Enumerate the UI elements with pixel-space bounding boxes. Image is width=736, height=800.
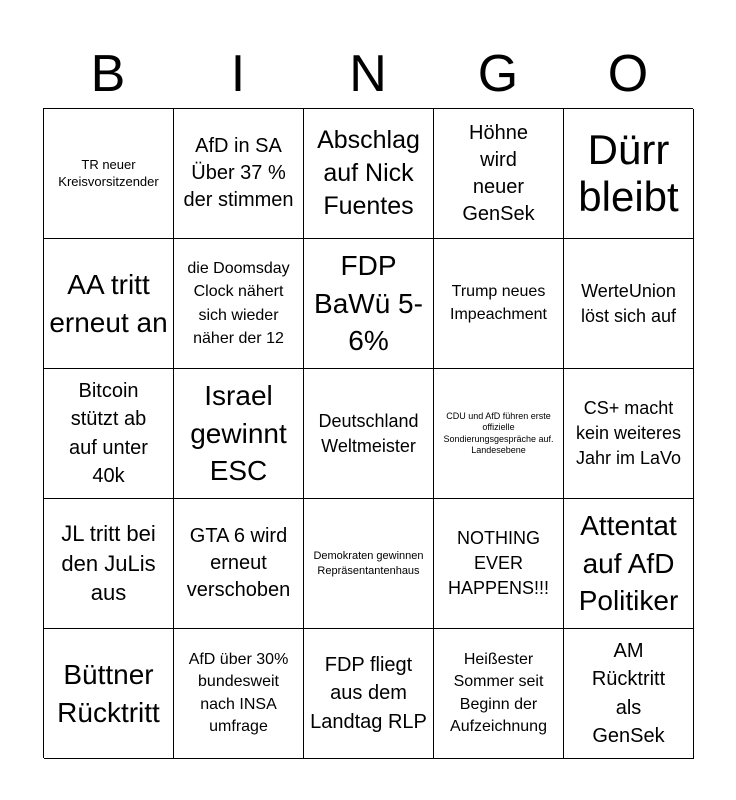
cell-text: Israel gewinnt ESC bbox=[190, 379, 287, 487]
cell-text: NOTHING EVER HAPPENS!!! bbox=[447, 528, 550, 598]
header-letter-g: G bbox=[477, 45, 519, 103]
bingo-cell-r3c5[interactable] bbox=[564, 369, 694, 499]
cell-text: AfD in SA Über 37 % der stimmen bbox=[183, 135, 294, 211]
bingo-cell-r4c4[interactable] bbox=[434, 499, 564, 629]
bingo-cell-r3c4[interactable] bbox=[434, 369, 564, 499]
cell-text: Heißester Sommer seit Beginn der Aufzeichnung bbox=[450, 650, 547, 735]
header-letter-i: I bbox=[230, 45, 246, 103]
bingo-header bbox=[43, 40, 693, 108]
cell-text: Abschlag auf Nick Fuentes bbox=[317, 126, 420, 220]
cell-text: WerteUnion löst sich auf bbox=[580, 280, 677, 326]
bingo-cell-r1c4[interactable] bbox=[434, 109, 564, 239]
bingo-cell-r5c5[interactable] bbox=[564, 629, 694, 759]
bingo-cell-r4c2[interactable] bbox=[174, 499, 304, 629]
bingo-cell-r2c1[interactable] bbox=[44, 239, 174, 369]
bingo-cell-r1c3[interactable] bbox=[304, 109, 434, 239]
bingo-cell-r2c3[interactable] bbox=[304, 239, 434, 369]
cell-text: Höhne wird neuer GenSek bbox=[462, 121, 535, 225]
bingo-cell-r1c5[interactable] bbox=[564, 109, 694, 239]
bingo-cell-r4c1[interactable] bbox=[44, 499, 174, 629]
cell-text: JL tritt bei den JuLis aus bbox=[61, 520, 156, 606]
bingo-cell-r5c2[interactable] bbox=[174, 629, 304, 759]
cell-text: CS+ macht kein weiteres Jahr im LaVo bbox=[575, 398, 682, 468]
cell-text: AfD über 30% bundesweit nach INSA umfrage bbox=[188, 650, 289, 735]
bingo-cell-r4c5[interactable] bbox=[564, 499, 694, 629]
cell-text: CDU und AfD führen erste offizielle Sondierungsgespräche auf. Landesebene bbox=[443, 411, 554, 455]
bingo-cell-r5c1[interactable] bbox=[44, 629, 174, 759]
cell-text: Trump neues Impeachment bbox=[450, 283, 547, 323]
header-letter-b: B bbox=[90, 45, 126, 103]
cell-text: die Doomsday Clock nähert sich wieder näher der 12 bbox=[187, 260, 290, 347]
header-letter-o: O bbox=[607, 45, 649, 103]
cell-text: GTA 6 wird erneut verschoben bbox=[186, 525, 291, 601]
bingo-cell-r3c2[interactable] bbox=[174, 369, 304, 499]
bingo-cell-r3c1[interactable] bbox=[44, 369, 174, 499]
bingo-board bbox=[43, 108, 693, 758]
cell-text: Büttner Rücktritt bbox=[57, 658, 160, 728]
bingo-cell-r2c2[interactable] bbox=[174, 239, 304, 369]
cell-text: Dürr bleibt bbox=[578, 126, 679, 220]
cell-text: AM Rücktritt als GenSek bbox=[591, 639, 666, 747]
cell-text: Deutschland Weltmeister bbox=[318, 410, 419, 456]
bingo-cell-r3c3[interactable] bbox=[304, 369, 434, 499]
bingo-cell-r5c3[interactable] bbox=[304, 629, 434, 759]
cell-text: Bitcoin stützt ab auf unter 40k bbox=[69, 379, 148, 487]
cell-text: TR neuer Kreisvorsitzender bbox=[58, 156, 159, 189]
cell-text: Attentat auf AfD Politiker bbox=[578, 509, 679, 617]
bingo-cell-r2c5[interactable] bbox=[564, 239, 694, 369]
bingo-cell-r5c4[interactable] bbox=[434, 629, 564, 759]
cell-text: AA tritt erneut an bbox=[49, 268, 168, 338]
bingo-cell-r1c1[interactable] bbox=[44, 109, 174, 239]
bingo-cell-r1c2[interactable] bbox=[174, 109, 304, 239]
cell-text: Demokraten gewinnen Repräsentantenhaus bbox=[313, 550, 424, 577]
cell-text: FDP BaWü 5-6% bbox=[314, 249, 423, 357]
header-letter-n: N bbox=[349, 45, 387, 103]
bingo-cell-r4c3[interactable] bbox=[304, 499, 434, 629]
bingo-cell-r2c4[interactable] bbox=[434, 239, 564, 369]
cell-text: FDP fliegt aus dem Landtag RLP bbox=[310, 653, 427, 733]
